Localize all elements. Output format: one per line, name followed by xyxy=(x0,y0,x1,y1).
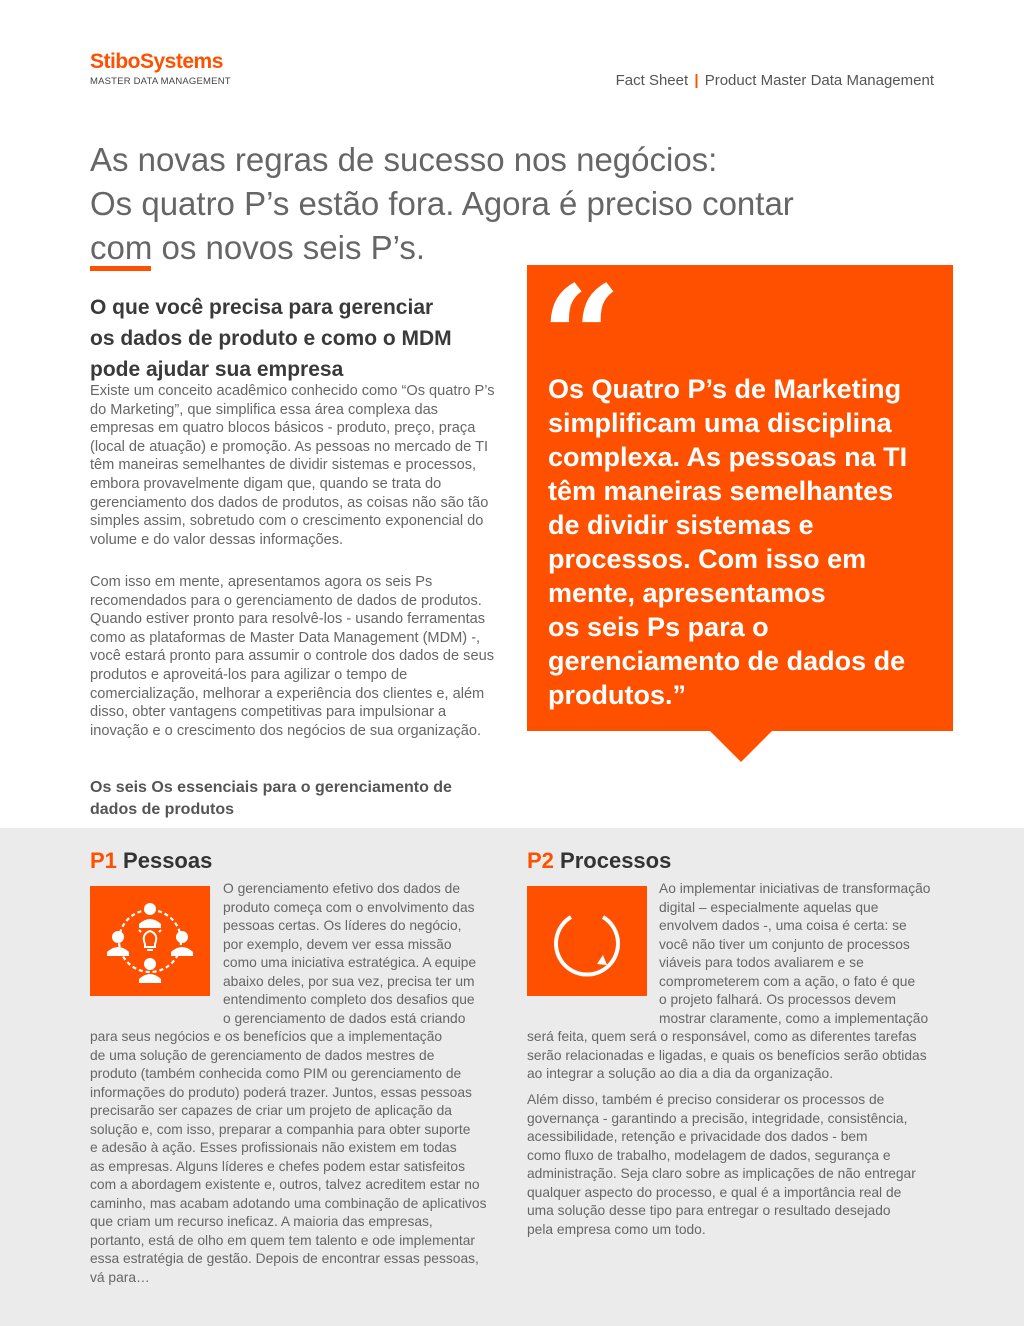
text-line: precisarão ser capazes de criar um projeto de aplicação da xyxy=(90,1103,452,1118)
quote-line: gerenciamento de dados de xyxy=(548,646,906,676)
title-underline xyxy=(90,266,151,271)
p1-number: P1 xyxy=(90,848,117,873)
pull-quote-pointer xyxy=(709,730,773,762)
text-line: uma solução desse tipo para entregar o resultado desejado xyxy=(527,1203,891,1218)
p2-heading xyxy=(527,848,671,874)
text-line: será feita, quem será o responsável, como as diferentes tarefas xyxy=(527,1029,917,1044)
quote-line: Os Quatro P’s de Marketing xyxy=(548,374,902,404)
logo: StiboSystems xyxy=(90,50,223,73)
quote-line: têm maneiras semelhantes xyxy=(548,476,894,506)
text-line: pessoas certas. Os líderes do negócio, xyxy=(223,918,462,933)
text-line: O gerenciamento efetivo dos dados de xyxy=(223,881,460,896)
text-line: envolvem dados -, uma coisa é certa: se xyxy=(659,918,907,933)
text-line: que criam um recurso ineficaz. A maioria das empresas, xyxy=(90,1214,433,1229)
page-title xyxy=(90,138,870,270)
text-line: serão relacionadas e ligadas, e quais os benefícios serão obtidas xyxy=(527,1047,927,1063)
text-line: mostrar claramente, como a implementação xyxy=(659,1010,929,1026)
text-line: e adesão à ação. Esses profissionais não existem em todas xyxy=(90,1140,457,1155)
text-line: portanto, está de olho em quem tem talento e ode implementar xyxy=(90,1232,476,1248)
title-line: com os novos seis P’s. xyxy=(90,229,426,266)
text-line: como fluxo de trabalho, modelagem de dados, segurança e xyxy=(527,1147,891,1163)
text-line: o projeto falhará. Os processos devem xyxy=(659,992,896,1007)
quote-line: mente, apresentamos xyxy=(548,578,826,608)
text-line: para seus negócios e os benefícios que a implementação xyxy=(90,1029,443,1044)
text-line: de uma solução de gerenciamento de dados mestres de xyxy=(90,1047,435,1063)
text-line: caminho, mas acabam adotando uma combinação de aplicativos xyxy=(90,1195,487,1211)
product-label: Product Master Data Management xyxy=(704,72,934,89)
pull-quote-text xyxy=(548,372,938,712)
text-line: Além disso, também é preciso considerar os processos de xyxy=(527,1092,885,1107)
text-line: qualquer aspecto do processo, e qual é a importância real de xyxy=(527,1184,902,1200)
p2-number: P2 xyxy=(527,848,554,873)
people-network-icon-graphic xyxy=(90,886,210,996)
p2-body-full xyxy=(527,1028,927,1084)
quote-line: complexa. As pessoas na TI xyxy=(548,442,908,472)
cycle-arrow-icon-graphic xyxy=(527,886,647,996)
title-line: Os quatro P’s estão fora. Agora é preciso contar xyxy=(90,185,794,222)
quote-line: processos. Com isso em xyxy=(548,544,867,574)
text-line: solução e, com isso, preparar a companhia para obter suporte xyxy=(90,1121,471,1137)
essentials-line: Os seis Os essenciais para o gerenciamento de xyxy=(90,779,452,796)
essentials-line: dados de produtos xyxy=(90,801,234,818)
text-line: governança - garantindo a precisão, integridade, consistência, xyxy=(527,1110,908,1126)
p2-body-wrapped xyxy=(659,880,930,1028)
text-line: comprometerem com a ação, o fato é que xyxy=(659,973,916,989)
essentials-heading xyxy=(90,777,510,821)
subhead-line: os dados de produto e como o MDM xyxy=(90,327,452,350)
section-subheading xyxy=(90,292,510,385)
intro-paragraph-1: Existe um conceito acadêmico conhecido como “Os quatro P’s do Marketing”, que simplifica essa área complexa das empresas em quatro blocos básicos - produto, preço, praça (local de atuação) e promoção. As pessoas no mercado de TI têm maneiras semelhantes de dividir sistemas e processos, embora provavelmente digam que, quando se trata do gerenciamento dos dados de produtos, as coisas não são tão simples assim, sobretudo com o crescimento exponencial do volume e do valor dessas informações. xyxy=(90,383,495,548)
text-line: ao integrar a solução ao dia a dia da organização. xyxy=(527,1066,834,1081)
quote-line: simplificam uma disciplina xyxy=(548,408,892,438)
text-line: por exemplo, devem ver essa missão xyxy=(223,936,452,952)
text-line: vá para… xyxy=(90,1269,150,1285)
p1-heading xyxy=(90,848,212,874)
quote-line: os seis Ps para o xyxy=(548,612,769,642)
text-line: acessibilidade, retenção e privacidade dos dados - bem xyxy=(527,1129,868,1144)
text-line: essa estratégia de gestão. Depois de encontrar essas pessoas, xyxy=(90,1251,479,1266)
document-type xyxy=(616,72,934,90)
text-line: abaixo deles, por sua vez, precisa ter um xyxy=(223,973,475,989)
text-line: viáveis para todos avaliarem e se xyxy=(659,955,864,970)
separator: | xyxy=(694,72,699,89)
p1-body-wrapped xyxy=(223,880,476,1028)
text-line: você não tiver um conjunto de processos xyxy=(659,936,910,952)
p1-title: Pessoas xyxy=(123,848,213,873)
intro-paragraph-2: Com isso em mente, apresentamos agora os seis Ps recomendados para o gerenciamento de dados de produtos. Quando estiver pronto para resolvê-los - usando ferramentas como as plataformas de Master Data Management (MDM) -, você estará pronto para assumir o controle dos dados de seus produtos e aproveitá-los para agilizar o tempo de comercialização, melhorar a experiência dos clientes e, além disso, obter vantagens competitivas para impulsionar a inovação e o crescimento dos negócios de sua organização. xyxy=(90,574,494,739)
title-line: As novas regras de sucesso nos negócios: xyxy=(90,141,718,178)
p2-title: Processos xyxy=(560,848,672,873)
cycle-arrow-icon xyxy=(527,886,647,996)
text-line: informações do produto) poderá trazer. Juntos, essas pessoas xyxy=(90,1084,472,1100)
text-line: Ao implementar iniciativas de transformação xyxy=(659,881,931,896)
quote-mark-icon: “ xyxy=(541,256,622,420)
text-line: como uma iniciativa estratégica. A equipe xyxy=(223,955,477,970)
p1-body-full xyxy=(90,1028,487,1287)
text-line: o gerenciamento de dados está criando xyxy=(223,1010,466,1026)
quote-line: de dividir sistemas e xyxy=(548,510,814,540)
text-line: com a abordagem existente e, outros, talvez acreditem estar no xyxy=(90,1177,480,1192)
factsheet-label: Fact Sheet xyxy=(615,72,689,89)
people-network-icon xyxy=(90,886,210,996)
subhead-line: pode ajudar sua empresa xyxy=(90,358,344,381)
quote-line: produtos.” xyxy=(548,680,686,710)
text-line: administração. Seja claro sobre as implicações de não entregar xyxy=(527,1166,916,1181)
text-line: entendimento completo dos desafios que xyxy=(223,992,475,1007)
text-line: as empresas. Alguns líderes e chefes podem estar satisfeitos xyxy=(90,1158,466,1174)
text-line: digital – especialmente aquelas que xyxy=(659,899,879,915)
p2-body-paragraph-2 xyxy=(527,1091,916,1239)
text-line: produto (também conhecida como PIM ou gerenciamento de xyxy=(90,1066,462,1081)
subhead-line: O que você precisa para gerenciar xyxy=(90,296,434,319)
text-line: produto começa com o envolvimento das xyxy=(223,899,475,915)
text-line: pela empresa como um todo. xyxy=(527,1221,706,1237)
logo-tagline: MASTER DATA MANAGEMENT xyxy=(90,76,231,87)
